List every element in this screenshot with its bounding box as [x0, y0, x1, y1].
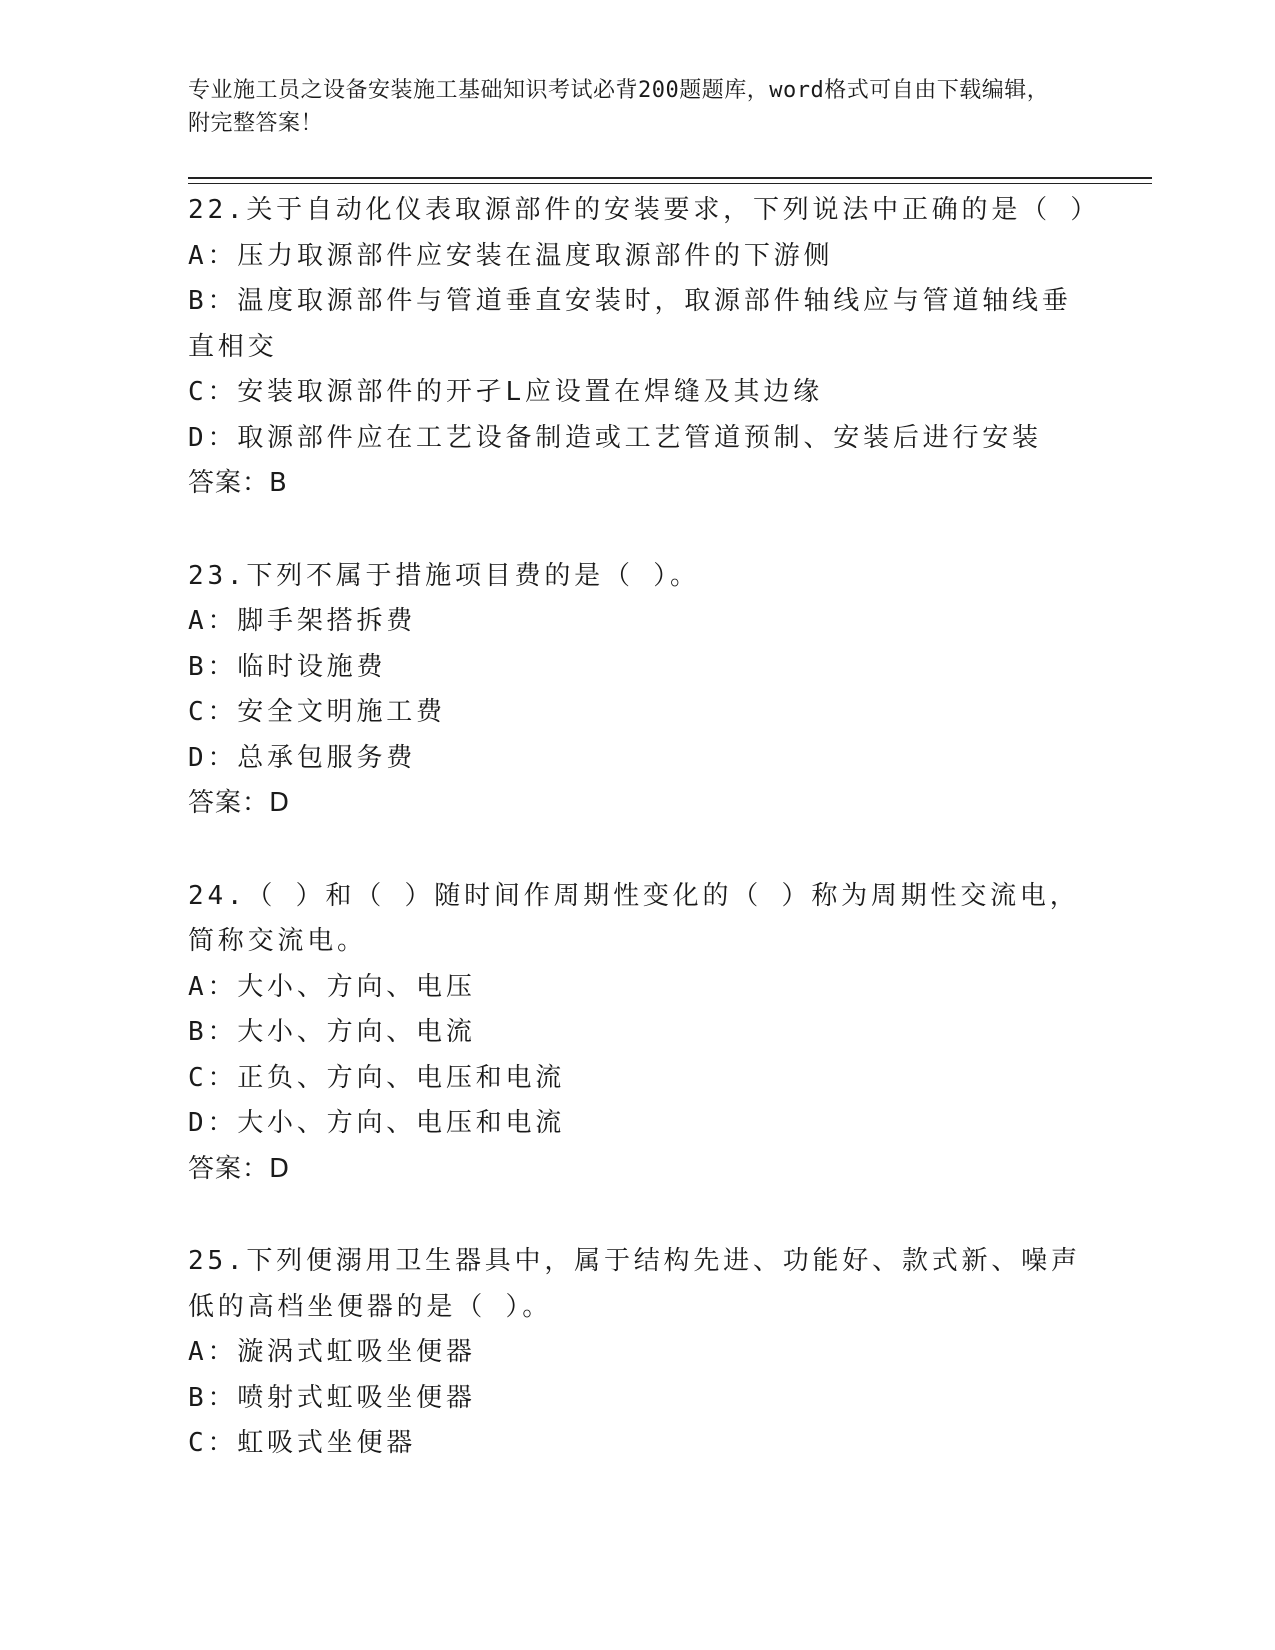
document-header: 专业施工员之设备安装施工基础知识考试必背200题题库，word格式可自由下载编辑，附完整答案！	[188, 78, 1050, 136]
header-rule-thin	[188, 183, 1152, 184]
question-25	[188, 1239, 1088, 1467]
option-d: D：大小、方向、电压和电流	[188, 1108, 566, 1138]
question-stem: 23.下列不属于措施项目费的是（ ）。	[188, 560, 700, 591]
option-c: C：安装取源部件的开孑L应设置在焊缝及其边缘	[188, 377, 823, 407]
answer: 答案：D	[188, 1153, 291, 1184]
option-a: A：脚手架搭拆费	[188, 606, 417, 636]
option-a: A：漩涡式虹吸坐便器	[188, 1337, 476, 1367]
answer: 答案：D	[188, 788, 291, 818]
question-22	[188, 188, 1101, 507]
option-d: D：取源部件应在工艺设备制造或工艺管道预制、安装后进行安装	[188, 422, 1042, 453]
option-a: A：大小、方向、电压	[188, 971, 476, 1002]
option-b: B：喷射式虹吸坐便器	[188, 1382, 476, 1413]
question-list	[188, 188, 1101, 1514]
option-b: B：温度取源部件与管道垂直安装时，取源部件轴线应与管道轴线垂直相交	[188, 286, 1072, 362]
question-stem: 25.下列便溺用卫生器具中，属于结构先进、功能好、款式新、噪声低的高档坐便器的是（ ）。	[188, 1246, 1081, 1322]
question-24	[188, 874, 1088, 1193]
option-c: C：虹吸式坐便器	[188, 1428, 417, 1458]
option-c: C：正负、方向、电压和电流	[188, 1062, 566, 1093]
answer: 答案：B	[188, 468, 288, 498]
question-23	[188, 554, 1088, 827]
option-d: D：总承包服务费	[188, 742, 417, 773]
option-a: A：压力取源部件应安装在温度取源部件的下游侧	[188, 240, 834, 271]
option-b: B：临时设施费	[188, 651, 387, 682]
question-stem: 24.（ ）和（ ）随时间作周期性变化的（ ）称为周期性交流电，简称交流电。	[188, 880, 1080, 956]
header-rule-thick	[188, 177, 1152, 179]
option-c: C：安全文明施工费	[188, 697, 446, 727]
option-b: B：大小、方向、电流	[188, 1017, 476, 1047]
question-stem: 22.关于自动化仪表取源部件的安装要求，下列说法中正确的是（ ）	[188, 195, 1101, 225]
